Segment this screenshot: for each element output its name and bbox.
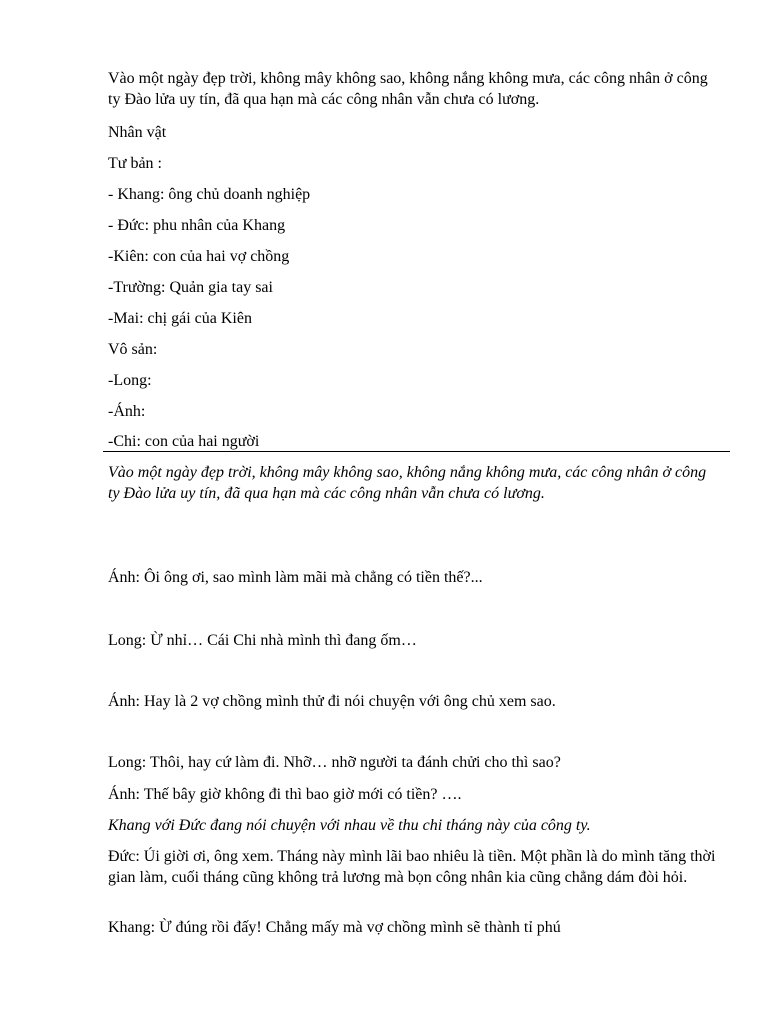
proletariat-group-heading: Vô sản: (108, 341, 158, 358)
character-entry: - Đức: phu nhân của Khang (108, 217, 286, 234)
character-entry: -Ánh: (108, 403, 146, 420)
character-entry: -Kiên: con của hai vợ chồng (108, 248, 290, 265)
intro-paragraph: Vào một ngày đẹp trời, không mây không sao, không nắng không mưa, các công nhân ở công ty Đào lửa uy tín, đã qua hạn mà các công nhân vẫn chưa có lương. (108, 70, 708, 108)
character-entry: -Chi: con của hai người (108, 433, 260, 450)
characters-heading: Nhân vật (108, 124, 167, 141)
section-divider (103, 451, 730, 452)
character-entry: -Long: (108, 372, 152, 389)
capitalist-group-heading: Tư bản : (108, 155, 162, 172)
dialogue-line: Ánh: Thế bây giờ không đi thì bao giờ mới có tiền? …. (108, 786, 462, 803)
dialogue-line: Ánh: Hay là 2 vợ chồng mình thử đi nói chuyện với ông chủ xem sao. (108, 693, 556, 710)
character-entry: -Mai: chị gái của Kiên (108, 310, 252, 327)
dialogue-line: Đức: Úi giời ơi, ông xem. Tháng này mình lãi bao nhiêu là tiền. Một phần là do mình tăng thời gian làm, cuối tháng cũng không trả lương mà bọn công nhân kia cũng chẳng dám đòi hỏi. (108, 848, 716, 886)
dialogue-line: Khang: Ừ đúng rồi đấy! Chẳng mấy mà vợ chồng mình sẽ thành tỉ phú (108, 919, 561, 936)
character-entry: - Khang: ông chủ doanh nghiệp (108, 186, 311, 203)
dialogue-line: Ánh: Ôi ông ơi, sao mình làm mãi mà chẳng có tiền thế?... (108, 569, 483, 586)
stage-direction: Khang với Đức đang nói chuyện với nhau về thu chi tháng này của công ty. (108, 817, 591, 834)
dialogue-line: Long: Thôi, hay cứ làm đi. Nhỡ… nhỡ người ta đánh chửi cho thì sao? (108, 754, 561, 771)
character-entry: -Trường: Quản gia tay sai (108, 279, 273, 296)
dialogue-line: Long: Ừ nhỉ… Cái Chi nhà mình thì đang ốm… (108, 632, 417, 649)
scene-opening: Vào một ngày đẹp trời, không mây không sao, không nắng không mưa, các công nhân ở công ty Đào lửa uy tín, đã qua hạn mà các công nhân vẫn chưa có lương. (108, 464, 707, 502)
